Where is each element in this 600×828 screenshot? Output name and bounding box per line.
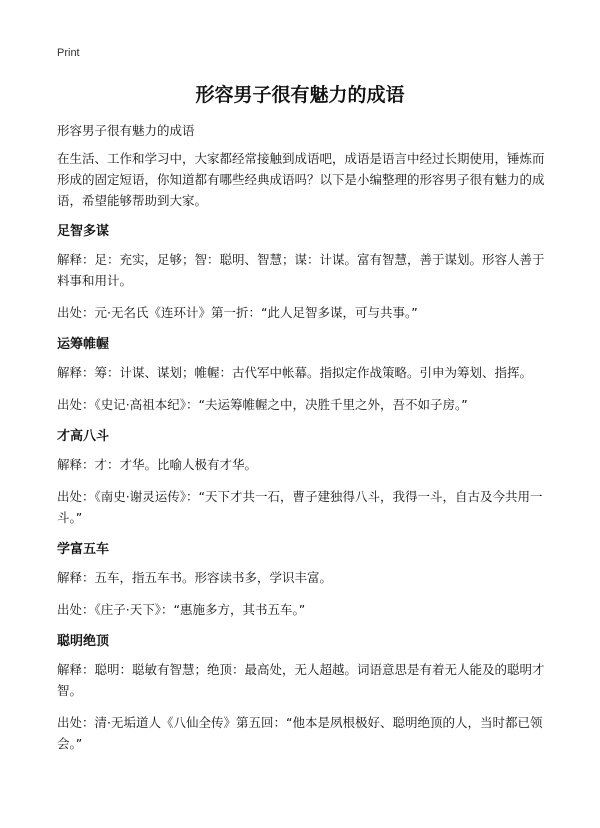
idiom-heading: 学富五车 xyxy=(57,542,110,557)
idiom-explanation: 解释：才：才华。比喻人极有才华。 xyxy=(57,457,258,472)
idiom-explanation: 解释：五车，指五车书。形容读书多，学识丰富。 xyxy=(57,570,333,585)
idiom-heading: 足智多谋 xyxy=(57,224,110,239)
idiom-explanation: 解释：聪明：聪敏有智慧；绝顶：最高处，无人超越。词语意思是有着无人能及的聪明才智。 xyxy=(57,662,545,698)
article-body xyxy=(57,148,555,765)
idiom-source: 出处：《南史·谢灵运传》：“天下才共一石，曹子建独得八斗，我得一斗，自古及今共用一斗。” xyxy=(57,489,543,525)
print-link[interactable]: Print xyxy=(57,47,80,59)
idiom-source: 出处：《庄子·天下》：“惠施多方，其书五车。” xyxy=(57,602,306,617)
idiom-explanation: 解释：足：充实，足够；智：聪明、智慧；谋：计谋。富有智慧，善于谋划。形容人善于料事和用计。 xyxy=(57,252,545,288)
idiom-heading: 才高八斗 xyxy=(57,429,110,444)
page-subtitle: 形容男子很有魅力的成语 xyxy=(57,123,195,138)
intro-paragraph: 在生活、工作和学习中，大家都经常接触到成语吧，成语是语言中经过长期使用，锤炼而形成的固定短语，你知道都有哪些经典成语吗？以下是小编整理的形容男子很有魅力的成语，希望能够帮助到大家。 xyxy=(57,151,545,208)
idiom-heading: 运筹帷幄 xyxy=(57,337,110,352)
idiom-source: 出处：清·无垢道人《八仙全传》第五回：“他本是夙根极好、聪明绝顶的人，当时都已领会。” xyxy=(57,715,543,751)
idiom-source: 出处：元·无名氏《连环计》第一折：“此人足智多谋，可与共事。” xyxy=(57,305,418,320)
idiom-source: 出处：《史记·高祖本纪》：“夫运筹帷幄之中，决胜千里之外，吾不如子房。” xyxy=(57,397,468,412)
idiom-heading: 聪明绝顶 xyxy=(57,634,110,649)
page-title: 形容男子很有魅力的成语 xyxy=(195,84,405,106)
idiom-explanation: 解释：筹：计谋、谋划；帷幄：古代军中帐幕。指拟定作战策略。引申为筹划、指挥。 xyxy=(57,365,533,380)
